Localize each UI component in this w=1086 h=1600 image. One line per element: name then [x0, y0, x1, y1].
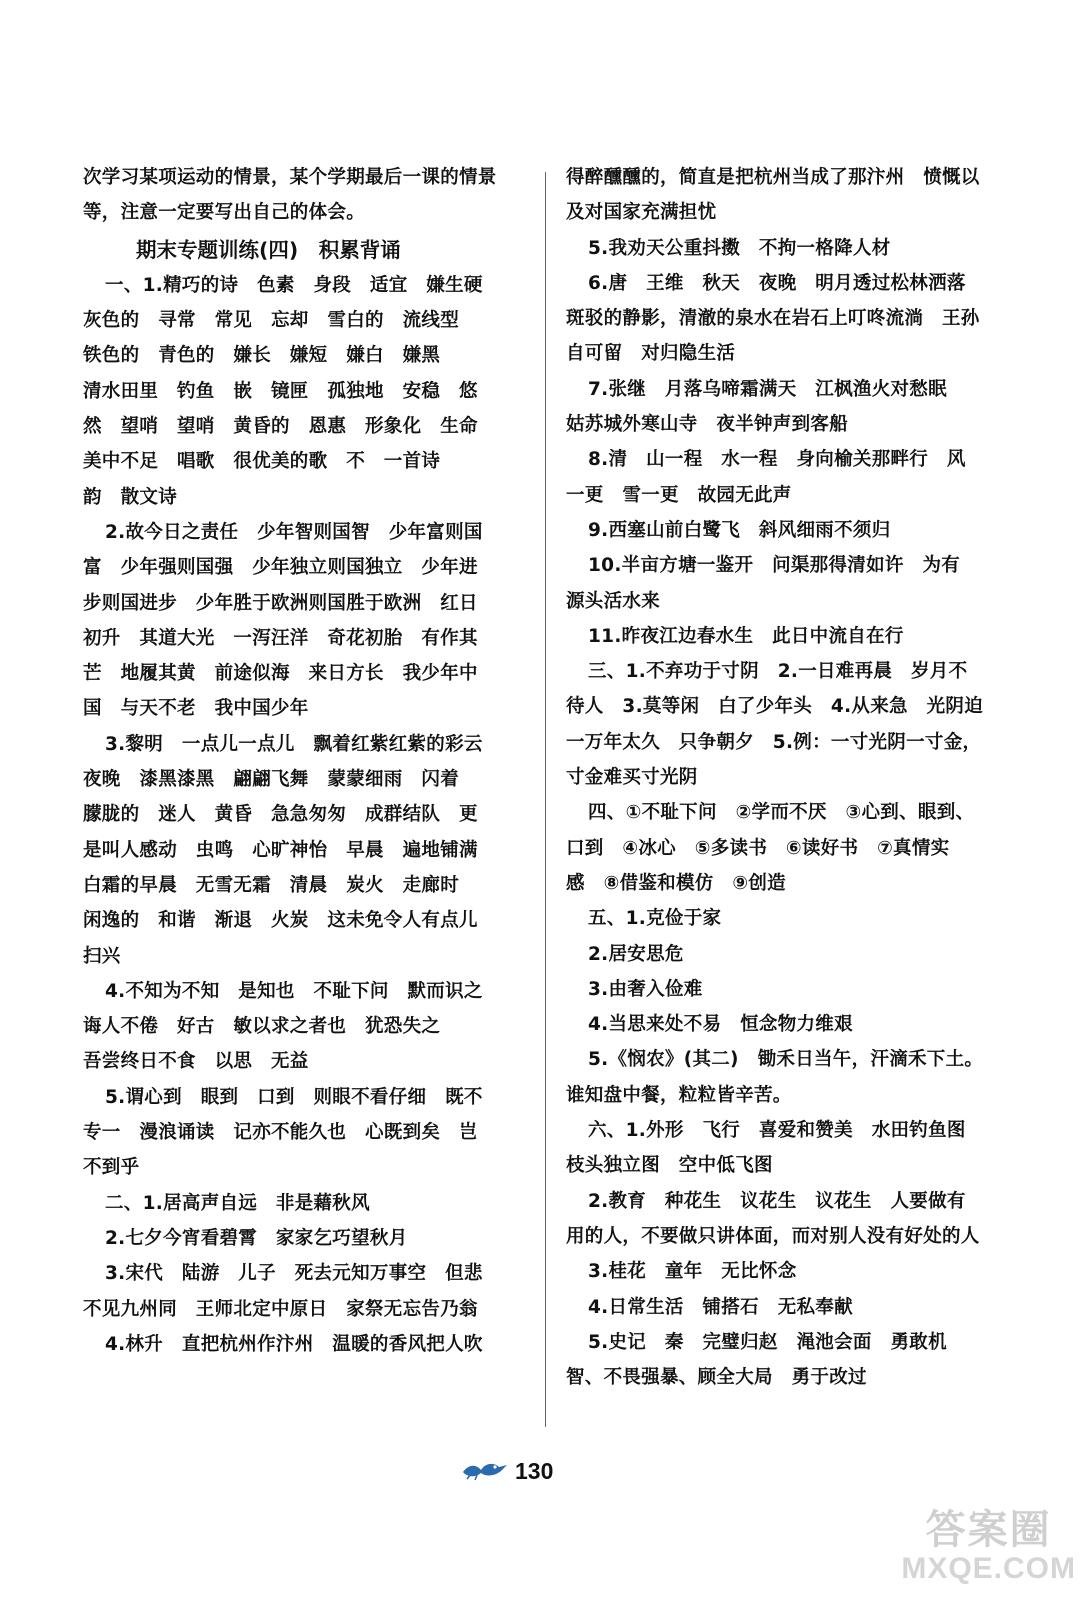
page-footer — [461, 1458, 553, 1485]
answer-line: 6.唐 王维 秋天 夜晚 明月透过松林洒落 — [588, 272, 966, 294]
answer-line: 一万年太久 只争朝夕 5.例：一寸光阴一寸金， — [566, 731, 982, 753]
answer-line: 感 ⑧借鉴和模仿 ⑨创造 — [566, 872, 786, 894]
answer-line: 四、①不耻下问 ②学而不厌 ③心到、眼到、 — [588, 802, 975, 824]
answer-line: 智、不畏强暴、顾全大局 勇于改过 — [566, 1367, 867, 1389]
left-column — [83, 160, 523, 1362]
answer-line: 富 少年强则国强 少年独立则国独立 少年进 — [83, 557, 478, 579]
answer-line: 姑苏城外寒山寺 夜半钟声到客船 — [566, 414, 849, 436]
answer-line: 4.不知为不知 是知也 不耻下问 默而识之 — [105, 980, 483, 1002]
answer-line: 韵 散文诗 — [83, 486, 178, 508]
answer-line: 9.西塞山前白鹭飞 斜风细雨不须归 — [588, 519, 891, 541]
answer-line: 吾尝终日不食 以思 无益 — [83, 1051, 309, 1073]
answer-line: 扫兴 — [83, 945, 121, 967]
answer-line: 三、1.不弃功于寸阴 2.一日难再晨 岁月不 — [588, 661, 968, 683]
answer-line: 2.居安思危 — [588, 943, 684, 965]
answer-line: 2.教育 种花生 议花生 议花生 人要做有 — [588, 1190, 966, 1212]
answer-line: 5.我劝天公重抖擞 不拘一格降人材 — [588, 237, 891, 259]
answer-line: 4.当思来处不易 恒念物力维艰 — [588, 1014, 853, 1036]
answer-line: 5.《悯农》(其二) 锄禾日当午，汗滴禾下土。 — [588, 1049, 984, 1071]
answer-line: 11.昨夜江边春水生 此日中流自在行 — [588, 625, 904, 647]
column-divider — [545, 172, 546, 1427]
answer-line: 然 望哨 望哨 黄昏的 恩惠 形象化 生命 — [83, 416, 478, 438]
answer-line: 美中不足 唱歌 很优美的歌 不 一首诗 — [83, 451, 441, 473]
answer-lines-right — [566, 160, 1006, 1395]
right-column — [566, 160, 1006, 1395]
answer-line: 夜晚 漆黑漆黑 翩翩飞舞 蒙蒙细雨 闪着 — [83, 769, 460, 791]
answer-line: 斑驳的静影，清澈的泉水在岩石上叮咚流淌 王孙 — [566, 308, 980, 330]
watermark-site: MXQE.COM — [901, 1552, 1076, 1585]
answer-line: 一更 雪一更 故园无此声 — [566, 484, 792, 506]
answer-line: 5.谓心到 眼到 口到 则眼不看仔细 既不 — [105, 1086, 483, 1108]
answer-line: 诲人不倦 好古 敏以求之者也 犹恐失之 — [83, 1016, 441, 1038]
answer-line: 一、1.精巧的诗 色素 身段 适宜 嫌生硬 — [105, 274, 483, 296]
section-heading: 期末专题训练(四) 积累背诵 — [136, 237, 401, 262]
watermark — [901, 1508, 1076, 1586]
answer-line: 寸金难买寸光阴 — [566, 767, 698, 789]
page-number: 130 — [515, 1458, 554, 1484]
answer-line: 灰色的 寻常 常见 忘却 雪白的 流线型 — [83, 310, 460, 332]
intro-lines — [83, 160, 523, 231]
answer-line: 不到乎 — [83, 1157, 140, 1179]
answer-line: 朦胧的 迷人 黄昏 急急匆匆 成群结队 更 — [83, 804, 478, 826]
answer-line: 10.半亩方塘一鉴开 问渠那得清如许 为有 — [588, 555, 961, 577]
answer-line: 谁知盘中餐，粒粒皆辛苦。 — [566, 1084, 792, 1106]
answer-line: 自可留 对归隐生活 — [566, 343, 736, 365]
answer-line: 2.故今日之责任 少年智则国智 少年富则国 — [105, 521, 483, 543]
answer-line: 清水田里 钓鱼 嵌 镜匣 孤独地 安稳 悠 — [83, 380, 478, 402]
answer-line: 六、1.外形 飞行 喜爱和赞美 水田钓鱼图 — [588, 1120, 966, 1142]
answer-line: 白霜的早晨 无雪无霜 清晨 炭火 走廊时 — [83, 874, 460, 896]
answer-line: 是叫人感动 虫鸣 心旷神怡 早晨 遍地铺满 — [83, 839, 478, 861]
answer-line: 4.日常生活 铺搭石 无私奉献 — [588, 1296, 853, 1318]
answer-line: 2.七夕今宵看碧霄 家家乞巧望秋月 — [105, 1227, 408, 1249]
answer-line: 步则国进步 少年胜于欧洲则国胜于欧洲 红日 — [83, 592, 478, 614]
answer-line: 二、1.居高声自远 非是藉秋风 — [105, 1192, 370, 1214]
answer-line: 3.由奢入俭难 — [588, 978, 703, 1000]
answer-line: 五、1.克俭于家 — [588, 908, 722, 930]
answer-line: 3.桂花 童年 无比怀念 — [588, 1261, 797, 1283]
answer-line: 3.宋代 陆游 儿子 死去元知万事空 但悲 — [105, 1263, 483, 1285]
bird-ornament-icon — [461, 1459, 509, 1485]
answer-lines-left — [83, 268, 523, 1362]
answer-line: 用的人，不要做只讲体面，而对别人没有好处的人 — [566, 1225, 980, 1247]
answer-line: 初升 其道大光 一泻汪洋 奇花初胎 有作其 — [83, 627, 478, 649]
answer-line: 及对国家充满担忧 — [566, 202, 717, 224]
answer-line: 3.黎明 一点儿一点儿 飘着红紫红紫的彩云 — [105, 733, 483, 755]
answer-line: 5.史记 秦 完璧归赵 渑池会面 勇敢机 — [588, 1331, 947, 1353]
answer-line: 得醉醺醺的，简直是把杭州当成了那汴州 愤慨以 — [566, 167, 980, 188]
answer-line: 源头活水来 — [566, 590, 661, 612]
answer-line: 7.张继 月落乌啼霜满天 江枫渔火对愁眠 — [588, 378, 947, 400]
answer-line: 国 与天不老 我中国少年 — [83, 698, 309, 720]
text-line: 次学习某项运动的情景，某个学期最后一课的情景 — [83, 167, 497, 188]
text-line: 等，注意一定要写出自己的体会。 — [83, 202, 366, 224]
answer-line: 不见九州同 王师北定中原日 家祭无忘告乃翁 — [83, 1298, 478, 1320]
answer-line: 闲逸的 和谐 渐退 火炭 这未免令人有点儿 — [83, 910, 478, 932]
watermark-logo-text: 答案圈 — [925, 1507, 1052, 1553]
answer-line: 口到 ④冰心 ⑤多读书 ⑥读好书 ⑦真情实 — [566, 837, 950, 859]
answer-line: 4.林升 直把杭州作汴州 温暖的香风把人吹 — [105, 1333, 483, 1355]
answer-line: 枝头独立图 空中低飞图 — [566, 1155, 773, 1177]
answer-line: 芒 地履其黄 前途似海 来日方长 我少年中 — [83, 663, 478, 685]
answer-line: 铁色的 青色的 嫌长 嫌短 嫌白 嫌黑 — [83, 345, 441, 367]
answer-line: 专一 漫浪诵读 记亦不能久也 心既到矣 岂 — [83, 1122, 478, 1144]
answer-line: 8.清 山一程 水一程 身向榆关那畔行 风 — [588, 449, 966, 471]
answer-line: 待人 3.莫等闲 白了少年头 4.从来急 光阴迫 — [566, 696, 984, 718]
